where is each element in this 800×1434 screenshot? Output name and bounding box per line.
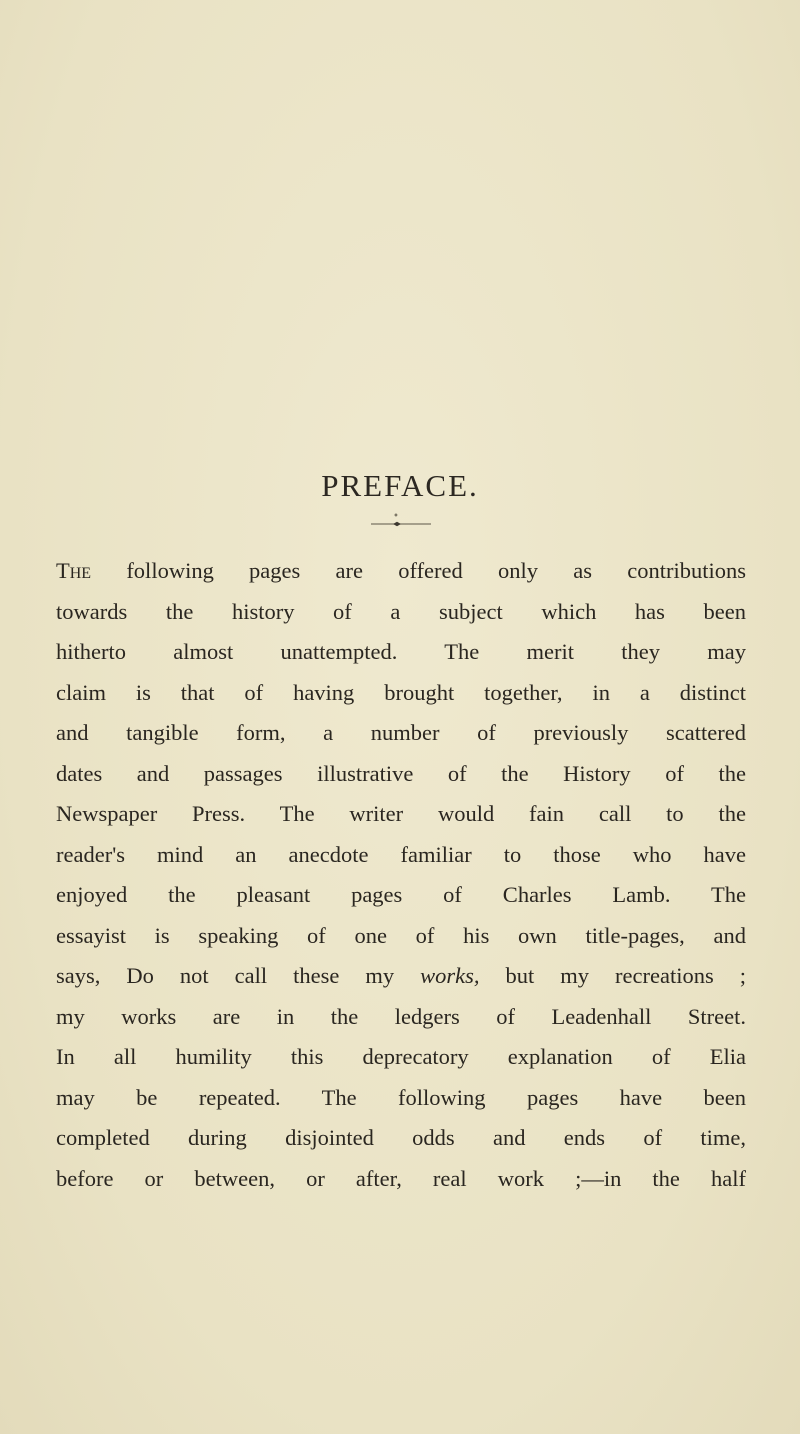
text-line-7: Newspaper Press. The writer would fain call to the [56,801,746,826]
italic-works: works, [420,963,480,988]
text-line-9: enjoyed the pleasant pages of Charles Lamb. The [56,882,746,907]
text-line-15: completed during disjointed odds and ends of time, [56,1125,746,1150]
text-line-6: dates and passages illustrative of the History of the [56,760,746,786]
text-line-12: my works are in the ledgers of Leadenhall Street. [56,1003,746,1029]
ink-mark: • [393,511,399,522]
text-line-10: essayist is speaking of one of his own title-pages, and [56,922,746,948]
text-line-8: reader's mind an anecdote familiar to those who have [56,841,746,867]
preface-body [56,551,746,1199]
text-line-11-after: but my recreations ; [479,963,746,988]
text-line-14: may be repeated. The following pages have been [56,1084,746,1110]
text-line-11-before: says, Do not call these my [56,963,421,988]
text-line-13: In all humility this deprecatory explanation of Elia [56,1044,746,1069]
text-line-1 [56,551,746,592]
text-line-5: and tangible form, a number of previously scattered [56,720,746,745]
text-line-16: before or between, or after, real work ;—in the half [56,1165,746,1191]
page-heading: PREFACE. [321,468,479,503]
ornamental-divider [371,520,431,528]
opening-word: The [56,558,92,583]
text-line-2: towards the history of a subject which has been [56,598,746,624]
text-line-3: hitherto almost unattempted. The merit they may [56,639,746,664]
text-line-1-rest: following pages are offered only as contributions [91,558,746,583]
text-line-4: claim is that of having brought together, in a distinct [56,679,746,705]
text-line-11 [56,956,746,997]
